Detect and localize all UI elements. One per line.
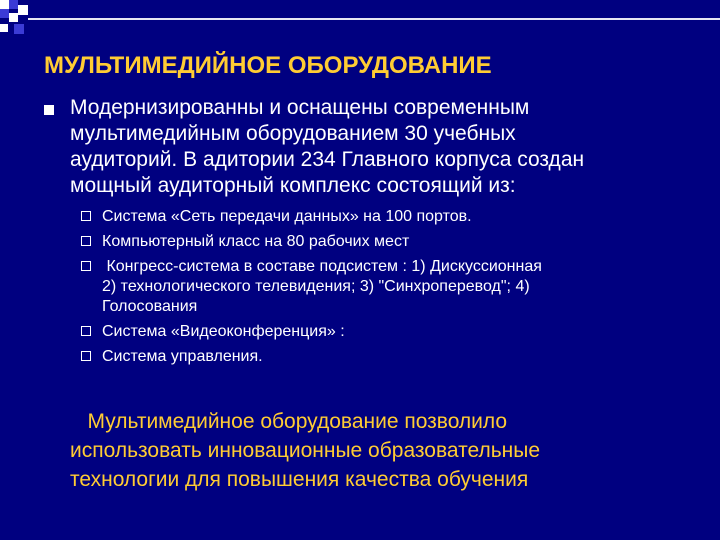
- checkbox-bullet-icon: [81, 351, 91, 361]
- sub-bullet-item: [80, 322, 700, 342]
- main-bullet-line: мультимедийным оборудованием 30 учебных: [70, 122, 516, 145]
- corner-decoration-square: [0, 0, 9, 9]
- corner-decoration-square: [9, 13, 18, 22]
- checkbox-bullet-icon: [81, 261, 91, 271]
- sub-bullet-text: Система «Сеть передачи данных» на 100 портов.: [102, 208, 472, 225]
- checkbox-bullet-icon: [81, 211, 91, 221]
- main-bullet-line: Модернизированны и оснащены современным: [70, 96, 530, 119]
- square-bullet-icon: [44, 105, 54, 115]
- sub-bullet-item: [80, 347, 700, 367]
- main-bullet-text: [70, 95, 700, 199]
- corner-decoration-square: [18, 5, 28, 15]
- sub-bullet-item: [80, 232, 700, 252]
- corner-decoration-square: [0, 24, 8, 32]
- slide-title: МУЛЬТИМЕДИЙНОЕ ОБОРУДОВАНИЕ: [44, 52, 492, 79]
- conclusion-line: Мультимедийное оборудование позволило: [70, 410, 508, 433]
- sub-bullet-text: Голосования: [102, 298, 198, 315]
- corner-decoration-square: [14, 24, 24, 34]
- checkbox-bullet-icon: [81, 326, 91, 336]
- sub-bullet-text: Конгресс-система в составе подсистем : 1) Дискуссионная: [102, 258, 542, 275]
- sub-bullet-text: Система управления.: [102, 348, 263, 365]
- conclusion-text: [70, 407, 700, 494]
- sub-bullet-item: [80, 207, 700, 227]
- conclusion-line: использовать инновационные образовательные: [70, 439, 541, 462]
- sub-bullet-item: [80, 257, 700, 317]
- sub-bullet-text: Компьютерный класс на 80 рабочих мест: [102, 233, 410, 250]
- main-bullet-line: мощный аудиторный комплекс состоящий из:: [70, 174, 516, 197]
- sub-bullet-text: 2) технологического телевидения; 3) "Синхроперевод"; 4): [102, 278, 530, 295]
- checkbox-bullet-icon: [81, 236, 91, 246]
- sub-bullet-list: [80, 207, 700, 372]
- header-rule: [28, 18, 720, 20]
- conclusion-line: технологии для повышения качества обучения: [70, 468, 529, 491]
- sub-bullet-text: Система «Видеоконференция» :: [102, 323, 345, 340]
- main-bullet-line: аудиторий. В адитории 234 Главного корпуса создан: [70, 148, 585, 171]
- corner-decoration-square: [9, 0, 18, 9]
- corner-decoration-square: [0, 9, 9, 18]
